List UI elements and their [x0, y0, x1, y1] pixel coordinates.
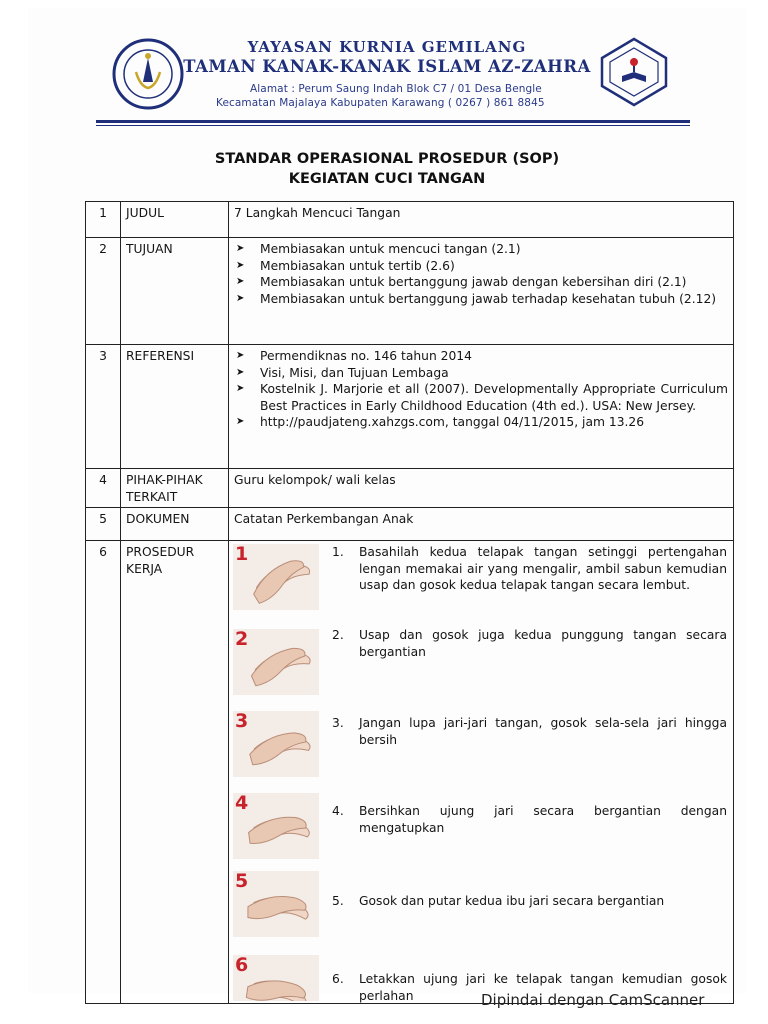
step-number: 6.	[332, 972, 344, 986]
row-label: DOKUMEN	[121, 508, 229, 541]
row-number: 5	[86, 508, 121, 541]
row-label: TUJUAN	[121, 238, 229, 345]
row-label: PROSEDUR KERJA	[121, 541, 229, 1004]
table-row	[86, 469, 734, 508]
procedure-step	[229, 707, 733, 793]
procedure-steps	[229, 541, 734, 1004]
step-number: 5.	[332, 894, 344, 908]
table-row	[86, 508, 734, 541]
step-description	[332, 715, 727, 748]
row-number: 6	[86, 541, 121, 1004]
row-value: Catatan Perkembangan Anak	[229, 508, 734, 541]
list-item: ➤ Permendiknas no. 146 tahun 2014	[234, 348, 728, 365]
row-number: 1	[86, 202, 121, 238]
objective-list	[234, 241, 728, 307]
reference-list	[234, 348, 728, 431]
step-image-number: 5	[235, 871, 249, 892]
step-number: 3.	[332, 716, 344, 730]
letterhead-rule-thin	[96, 125, 690, 126]
row-value	[229, 345, 734, 469]
step-number: 4.	[332, 804, 344, 818]
step-text: Bersihkan ujung jari secara bergantian dengan mengatupkan	[359, 804, 727, 835]
step-text: Letakkan ujung jari ke telapak tangan kemudian gosok perlahan	[359, 972, 727, 1003]
row-number: 2	[86, 238, 121, 345]
list-item: ➤ Visi, Misi, dan Tujuan Lembaga	[234, 365, 728, 382]
procedure-step	[229, 541, 733, 627]
step-image-number: 6	[235, 955, 249, 976]
list-item: ➤ Membiasakan untuk bertanggung jawab terhadap kesehatan tubuh (2.12)	[234, 291, 728, 308]
list-item: ➤ http://paudjateng.xahzgs.com, tanggal 04/11/2015, jam 13.26	[234, 414, 728, 431]
letterhead-rule	[96, 120, 690, 123]
sop-table	[85, 201, 734, 1004]
step-description	[332, 893, 727, 910]
document-title: STANDAR OPERASIONAL PROSEDUR (SOP)	[214, 151, 560, 167]
procedure-step	[229, 793, 733, 869]
step-text: Gosok dan putar kedua ibu jari secara bergantian	[359, 894, 665, 908]
handwash-step-image	[233, 711, 319, 777]
step-description	[332, 627, 727, 660]
step-description	[332, 544, 727, 594]
row-label: JUDUL	[121, 202, 229, 238]
step-text: Usap dan gosok juga kedua punggung tangan secara bergantian	[359, 628, 727, 659]
table-row	[86, 541, 734, 1004]
step-text: Basahilah kedua telapak tangan setinggi pertengahan lengan memakai air yang mengalir, ambil sabun kemudian usap dan gosok kedua telapak tangan secara lembut.	[359, 545, 727, 592]
handwash-step-image	[233, 871, 319, 937]
row-value	[229, 238, 734, 345]
organization-name: YAYASAN KURNIA GEMILANG	[247, 38, 527, 56]
list-item: ➤ Membiasakan untuk bertanggung jawab dengan kebersihan diri (2.1)	[234, 274, 728, 291]
step-number: 2.	[332, 628, 344, 642]
row-value: Guru kelompok/ wali kelas	[229, 469, 734, 508]
step-image-number: 2	[235, 629, 249, 650]
row-value: 7 Langkah Mencuci Tangan	[229, 202, 734, 238]
school-name: TAMAN KANAK-KANAK ISLAM AZ-ZAHRA	[183, 57, 591, 76]
table-row	[86, 238, 734, 345]
address-line-2: Kecamatan Majalaya Kabupaten Karawang ( 0267 ) 861 8845	[216, 97, 545, 109]
step-image-number: 3	[235, 711, 249, 732]
scanner-watermark: Dipindai dengan CamScanner	[481, 991, 705, 1009]
list-item: ➤ Membiasakan untuk mencuci tangan (2.1)	[234, 241, 728, 258]
step-text: Jangan lupa jari-jari tangan, gosok sela-sela jari hingga bersih	[359, 716, 727, 747]
handwash-step-image	[233, 955, 319, 1001]
document-subtitle: KEGIATAN CUCI TANGAN	[288, 171, 486, 187]
handwash-step-image	[233, 544, 319, 610]
school-logo-icon	[598, 36, 670, 108]
procedure-step	[229, 627, 733, 707]
step-description	[332, 803, 727, 836]
row-label: PIHAK-PIHAK TERKAIT	[121, 469, 229, 508]
handwash-step-image	[233, 629, 319, 695]
table-row	[86, 202, 734, 238]
row-number: 4	[86, 469, 121, 508]
step-image-number: 1	[235, 544, 249, 565]
handwash-step-image	[233, 793, 319, 859]
row-number: 3	[86, 345, 121, 469]
step-number: 1.	[332, 545, 344, 559]
address-line-1: Alamat : Perum Saung Indah Blok C7 / 01 Desa Bengle	[250, 83, 542, 95]
step-image-number: 4	[235, 793, 249, 814]
list-item: ➤ Membiasakan untuk tertib (2.6)	[234, 258, 728, 275]
list-item: ➤ Kostelnik J. Marjorie et all (2007). Developmentally Appropriate Curriculum Best Practices in Early Childhood Education (4th ed.). USA: New Jersey.	[234, 381, 728, 414]
row-label: REFERENSI	[121, 345, 229, 469]
table-row	[86, 345, 734, 469]
procedure-step	[229, 869, 733, 955]
